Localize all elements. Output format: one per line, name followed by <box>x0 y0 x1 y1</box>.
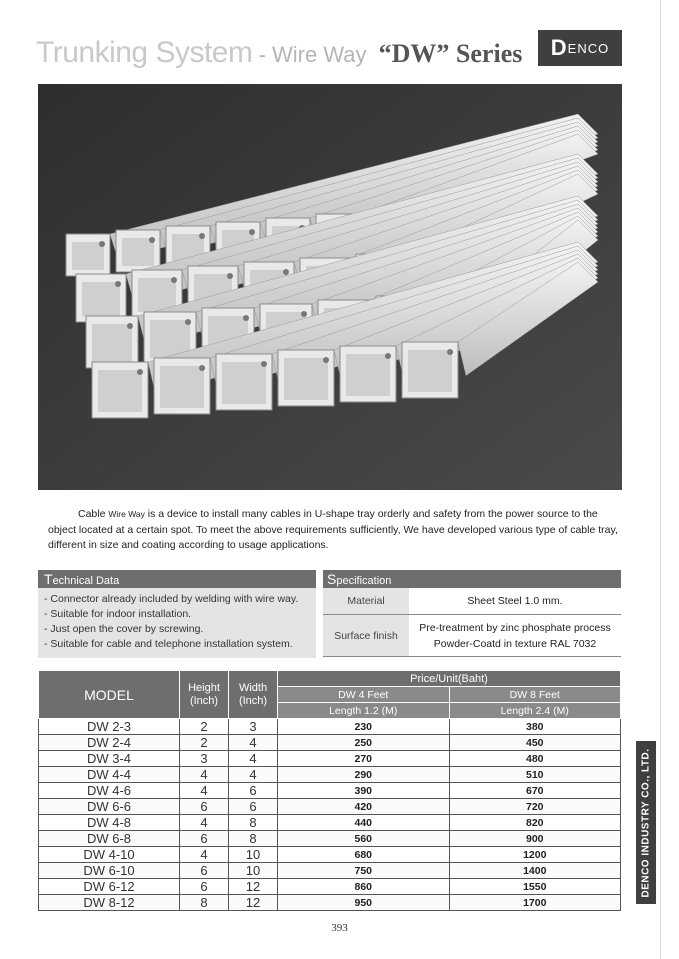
title-series: “DW” Series <box>378 39 523 68</box>
cell-height: 4 <box>180 815 229 831</box>
cell-width: 6 <box>229 783 278 799</box>
cell-height: 4 <box>180 847 229 863</box>
cell-height: 8 <box>180 895 229 911</box>
cell-model: DW 4-8 <box>39 815 180 831</box>
cell-width: 12 <box>229 879 278 895</box>
cell-model: DW 2-4 <box>39 735 180 751</box>
cell-height: 2 <box>180 735 229 751</box>
cell-price-4ft: 420 <box>278 799 450 815</box>
cell-height: 2 <box>180 719 229 735</box>
logo-rest: ENCO <box>567 40 610 56</box>
cell-model: DW 4-10 <box>39 847 180 863</box>
cell-width: 10 <box>229 863 278 879</box>
product-photo <box>38 84 622 490</box>
spec-value-line: Powder-Coatd in texture RAL 7032 <box>433 637 597 650</box>
cell-model: DW 2-3 <box>39 719 180 735</box>
header-height-line: Height <box>188 681 220 694</box>
page-title <box>36 36 522 76</box>
cell-width: 4 <box>229 767 278 783</box>
cell-price-8ft: 670 <box>449 783 621 799</box>
cell-price-4ft: 440 <box>278 815 450 831</box>
cell-height: 3 <box>180 751 229 767</box>
header-dw8: DW 8 Feet <box>449 687 621 703</box>
technical-item: - Connector already included by welding with wire way. <box>44 593 299 605</box>
table-row <box>39 895 621 911</box>
technical-data-list <box>38 588 316 658</box>
technical-data-heading <box>38 570 316 588</box>
cell-width: 4 <box>229 735 278 751</box>
denco-logo <box>538 30 622 66</box>
header-height-unit: (Inch) <box>189 694 219 707</box>
cell-price-8ft: 820 <box>449 815 621 831</box>
company-side-label <box>636 741 656 904</box>
cell-height: 6 <box>180 831 229 847</box>
cell-price-8ft: 720 <box>449 799 621 815</box>
cell-model: DW 3-4 <box>39 751 180 767</box>
cell-price-8ft: 1400 <box>449 863 621 879</box>
spec-label: Surface finish <box>323 615 409 656</box>
intro-paragraph <box>48 507 618 554</box>
header-width-unit: (Inch) <box>238 694 268 707</box>
price-table-body <box>39 719 621 911</box>
cell-model: DW 6-12 <box>39 879 180 895</box>
table-row <box>39 879 621 895</box>
cell-width: 4 <box>229 751 278 767</box>
technical-heading-cap: T <box>44 571 53 587</box>
table-row <box>39 863 621 879</box>
spec-row-material <box>323 588 621 615</box>
price-table-header-row <box>39 671 621 687</box>
cell-width: 8 <box>229 831 278 847</box>
cell-width: 10 <box>229 847 278 863</box>
cell-model: DW 6-6 <box>39 799 180 815</box>
cell-price-4ft: 860 <box>278 879 450 895</box>
table-row <box>39 831 621 847</box>
cell-model: DW 6-8 <box>39 831 180 847</box>
spec-value <box>409 588 621 614</box>
table-row <box>39 799 621 815</box>
cell-price-4ft: 270 <box>278 751 450 767</box>
cell-height: 6 <box>180 863 229 879</box>
cell-price-8ft: 380 <box>449 719 621 735</box>
spec-label: Material <box>323 588 409 614</box>
cell-model: DW 6-10 <box>39 863 180 879</box>
header-width-line: Width <box>238 681 268 694</box>
intro-lead: Cable <box>78 508 109 520</box>
page-edge-rule <box>660 0 661 959</box>
table-row <box>39 783 621 799</box>
spec-row-surface-finish <box>323 615 621 657</box>
intro-wire-way: Wire Way <box>108 509 145 519</box>
cell-height: 6 <box>180 879 229 895</box>
title-trunking-system: Trunking System <box>36 36 253 69</box>
table-row <box>39 719 621 735</box>
spec-value-line: Sheet Steel 1.0 mm. <box>467 595 563 607</box>
cell-height: 4 <box>180 767 229 783</box>
table-row <box>39 751 621 767</box>
specification-heading-rest: pecification <box>336 575 392 587</box>
spec-value <box>409 615 621 656</box>
technical-item: - Suitable for cable and telephone installation system. <box>44 638 293 650</box>
cell-price-4ft: 390 <box>278 783 450 799</box>
cell-model: DW 4-6 <box>39 783 180 799</box>
cell-model: DW 8-12 <box>39 895 180 911</box>
specification-panel <box>323 570 621 657</box>
wire-way-trays-illustration <box>38 84 622 490</box>
intro-text: is a device to install many cables in U-shape tray orderly and safety from the power source to the object located at a certain spot. To meet the above requirements sufficiently, We have developed various type of cable tray, different in size and coating according to usage applications. <box>48 508 618 551</box>
technical-data-panel <box>38 570 316 658</box>
technical-item: - Just open the cover by screwing. <box>44 623 204 635</box>
table-row <box>39 767 621 783</box>
cell-model: DW 4-4 <box>39 767 180 783</box>
logo-initial: D <box>550 35 567 60</box>
cell-price-4ft: 250 <box>278 735 450 751</box>
cell-width: 8 <box>229 815 278 831</box>
spec-value-line: Pre-treatment by zinc phosphate process <box>419 621 611 634</box>
header-length-2-4: Length 2.4 (M) <box>449 703 621 719</box>
cell-price-8ft: 900 <box>449 831 621 847</box>
header-width <box>229 671 278 719</box>
header-model: MODEL <box>39 671 180 719</box>
specification-heading <box>323 570 621 588</box>
company-name: DENCO INDUSTRY CO., LTD. <box>640 747 652 898</box>
header-length-1-2: Length 1.2 (M) <box>278 703 450 719</box>
cell-width: 12 <box>229 895 278 911</box>
page-number: 393 <box>331 922 348 934</box>
cell-price-4ft: 290 <box>278 767 450 783</box>
cell-price-4ft: 680 <box>278 847 450 863</box>
specification-heading-cap: S <box>327 571 337 587</box>
header-height <box>180 671 229 719</box>
cell-price-4ft: 750 <box>278 863 450 879</box>
cell-price-8ft: 480 <box>449 751 621 767</box>
cell-price-4ft: 230 <box>278 719 450 735</box>
price-table <box>38 670 621 911</box>
cell-price-8ft: 510 <box>449 767 621 783</box>
technical-heading-rest: echnical Data <box>52 575 120 587</box>
cell-price-4ft: 560 <box>278 831 450 847</box>
header-price: Price/Unit(Baht) <box>278 671 621 687</box>
title-wire-way: - Wire Way <box>252 42 373 67</box>
table-row <box>39 735 621 751</box>
cell-price-8ft: 1200 <box>449 847 621 863</box>
cell-price-8ft: 450 <box>449 735 621 751</box>
table-row <box>39 815 621 831</box>
cell-price-8ft: 1550 <box>449 879 621 895</box>
technical-item: - Suitable for indoor installation. <box>44 608 192 620</box>
cell-price-4ft: 950 <box>278 895 450 911</box>
cell-width: 6 <box>229 799 278 815</box>
cell-height: 6 <box>180 799 229 815</box>
header-dw4: DW 4 Feet <box>278 687 450 703</box>
table-row <box>39 847 621 863</box>
cell-price-8ft: 1700 <box>449 895 621 911</box>
cell-width: 3 <box>229 719 278 735</box>
cell-height: 4 <box>180 783 229 799</box>
